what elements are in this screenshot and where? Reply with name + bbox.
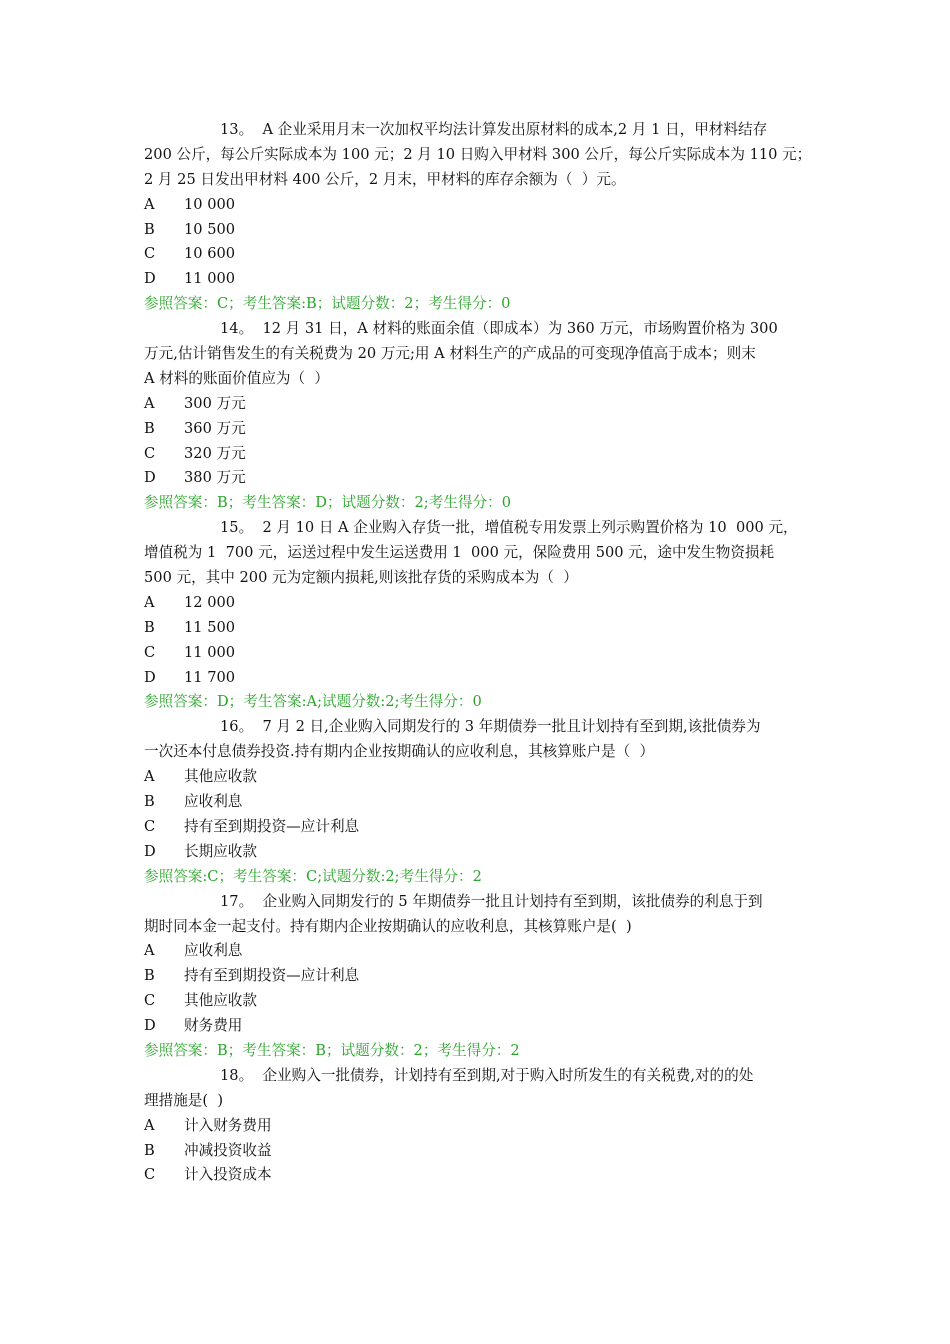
option-letter: C: [144, 992, 156, 1010]
option-b: [144, 616, 824, 641]
question-text: 企业购入一批债券，计划持有至到期,对于购入时所发生的有关税费,对的的处: [262, 1066, 754, 1084]
question-15-line-1: [144, 516, 824, 541]
option-letter: A: [144, 942, 155, 960]
question-17-line-1: [144, 890, 824, 915]
option-text: 11 000: [184, 643, 236, 661]
question-text: 7 月 2 日,企业购入同期发行的 3 年期债券一批且计划持有至到期,该批债券为: [262, 718, 761, 736]
question-16-line-1: [144, 715, 824, 740]
option-text: 320 万元: [184, 444, 246, 462]
option-text: 10 000: [184, 195, 236, 213]
question-15-line-2: 增值税为 1 700 元，运送过程中发生运送费用 1 000 元，保险费用 500 元，途中发生物资损耗: [144, 544, 775, 562]
option-c: [144, 242, 824, 267]
option-a: [144, 392, 824, 417]
question-14-line-1: [144, 317, 824, 342]
option-d: [144, 666, 824, 691]
option-text: 380 万元: [184, 469, 246, 487]
option-letter: A: [144, 593, 155, 611]
question-18-line-2: 理措施是( ): [144, 1091, 224, 1109]
option-text: 10 600: [184, 245, 236, 263]
option-c: [144, 989, 824, 1014]
question-text: 2 月 10 日 A 企业购入存货一批，增值税专用发票上列示购置价格为 10 000 元，: [262, 519, 798, 537]
question-13-line-1: [144, 118, 824, 143]
option-b: [144, 964, 824, 989]
option-letter: D: [144, 1017, 156, 1035]
option-letter: A: [144, 394, 155, 412]
option-letter: A: [144, 1116, 155, 1134]
option-letter: B: [144, 220, 155, 238]
option-c: [144, 1163, 824, 1188]
option-b: [144, 417, 824, 442]
option-text: 财务费用: [184, 1017, 243, 1035]
question-number: 16。: [220, 718, 254, 736]
question-number: 13。: [220, 121, 254, 138]
option-letter: A: [144, 768, 155, 786]
question-text: A 企业采用月末一次加权平均法计算发出原材料的成本,2 月 1 日，甲材料结存: [262, 121, 768, 138]
option-text: 11 700: [184, 668, 236, 686]
option-text: 12 000: [184, 593, 236, 611]
option-a: [144, 939, 824, 964]
question-number: 15。: [220, 519, 254, 537]
option-c: [144, 815, 824, 840]
option-letter: D: [144, 842, 156, 860]
option-a: [144, 1114, 824, 1139]
option-text: 360 万元: [184, 419, 246, 437]
question-18-line-1: [144, 1064, 824, 1089]
answer-line: 参照答案：C；考生答案:B；试题分数：2；考生得分：0: [144, 295, 511, 313]
question-number: 14。: [220, 320, 254, 338]
option-text: 其他应收款: [184, 992, 257, 1010]
option-letter: B: [144, 419, 155, 437]
option-text: 应收利息: [184, 793, 243, 811]
question-15-line-3: 500 元，其中 200 元为定额内损耗,则该批存货的采购成本为（ ）: [144, 569, 578, 587]
question-14-line-3: A 材料的账面价值应为（ ）: [144, 369, 329, 387]
option-text: 应收利息: [184, 942, 243, 960]
option-text: 其他应收款: [184, 768, 257, 786]
option-text: 11 000: [184, 270, 236, 288]
option-letter: D: [144, 270, 156, 288]
question-13-line-3: 2 月 25 日发出甲材料 400 公斤，2 月末，甲材料的库存余额为（ ）元。: [144, 170, 626, 188]
question-number: 18。: [220, 1066, 254, 1084]
option-letter: D: [144, 668, 156, 686]
option-a: [144, 591, 824, 616]
option-text: 冲减投资收益: [184, 1141, 272, 1159]
option-letter: C: [144, 245, 156, 263]
option-letter: C: [144, 817, 156, 835]
option-text: 计入投资成本: [184, 1166, 272, 1184]
option-d: [144, 466, 824, 491]
option-b: [144, 218, 824, 243]
option-letter: B: [144, 618, 155, 636]
answer-line: 参照答案：D；考生答案:A;试题分数:2;考生得分：0: [144, 693, 482, 711]
question-list: [144, 118, 824, 1188]
option-letter: A: [144, 195, 155, 213]
question-text: 12 月 31 日，A 材料的账面余值（即成本）为 360 万元，市场购置价格为 300: [262, 320, 778, 338]
option-text: 持有至到期投资—应计利息: [184, 817, 360, 835]
option-text: 300 万元: [184, 394, 246, 412]
option-text: 长期应收款: [184, 842, 257, 860]
option-letter: B: [144, 967, 155, 985]
option-text: 10 500: [184, 220, 236, 238]
option-a: [144, 193, 824, 218]
question-14-line-2: 万元,估计销售发生的有关税费为 20 万元;用 A 材料生产的产成品的可变现净值高于成本；则末: [144, 345, 756, 363]
question-number: 17。: [220, 892, 254, 910]
question-16-line-2: 一次还本付息债券投资.持有期内企业按期确认的应收利息，其核算账户是（ ）: [144, 743, 655, 761]
option-b: [144, 1139, 824, 1164]
option-letter: B: [144, 793, 155, 811]
option-letter: B: [144, 1141, 155, 1159]
option-text: 11 500: [184, 618, 236, 636]
option-text: 计入财务费用: [184, 1116, 272, 1134]
option-letter: C: [144, 643, 156, 661]
option-d: [144, 267, 824, 292]
option-d: [144, 1014, 824, 1039]
answer-line: 参照答案：B；考生答案：B；试题分数：2；考生得分：2: [144, 1041, 520, 1059]
answer-line: 参照答案:C；考生答案：C;试题分数:2;考生得分：2: [144, 867, 482, 885]
question-text: 企业购入同期发行的 5 年期债券一批且计划持有至到期，该批债券的利息于到: [262, 892, 763, 910]
option-letter: C: [144, 1166, 156, 1184]
option-text: 持有至到期投资—应计利息: [184, 967, 360, 985]
option-letter: C: [144, 444, 156, 462]
option-d: [144, 840, 824, 865]
option-letter: D: [144, 469, 156, 487]
question-17-line-2: 期时同本金一起支付。持有期内企业按期确认的应收利息，其核算账户是( ): [144, 917, 632, 935]
question-13-line-2: 200 公斤，每公斤实际成本为 100 元；2 月 10 日购入甲材料 300 公斤，每公斤实际成本为 110 元；: [144, 145, 812, 163]
option-c: [144, 641, 824, 666]
option-b: [144, 790, 824, 815]
answer-line: 参照答案：B；考生答案：D；试题分数：2;考生得分：0: [144, 494, 511, 512]
option-a: [144, 765, 824, 790]
option-c: [144, 442, 824, 467]
